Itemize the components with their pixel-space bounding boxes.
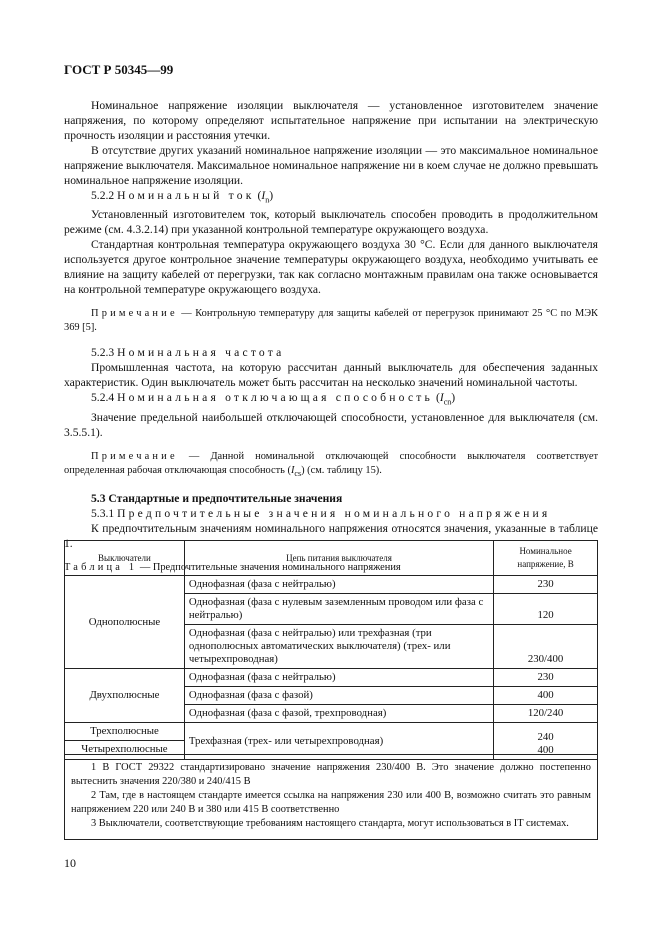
breaker-type-name: Трехполюсные [90, 725, 159, 737]
note-label: Примечание [91, 308, 178, 320]
section-title: Номинальный ток [117, 189, 255, 202]
voltage-cell: 120/240 [494, 705, 598, 723]
voltage-cell: 120 [494, 594, 598, 625]
paragraph: Значение предельной наибольшей отключающей способности, установленное для выключателя (см. 3.5.5.1). [64, 410, 598, 439]
circuit-cell: Однофазная (фаза с нейтралью) [184, 576, 493, 594]
note-text: ) (см. таблицу 15). [301, 464, 382, 476]
circuit-cell: Однофазная (фаза с нулевым заземленным проводом или фаза с нейтралью) [184, 594, 493, 625]
table-row [65, 576, 598, 594]
table-note: 1 В ГОСТ 29322 стандартизировано значение напряжения 230/400 В. Это значение должно постепенно вытеснить значения 220/380 и 240/415 В [71, 762, 591, 787]
table-label: Таблица 1 [64, 561, 138, 573]
symbol-subscript: cs [294, 468, 302, 478]
circuit-cell: Однофазная (фаза с фазой) [184, 687, 493, 705]
paren-open: ( [254, 189, 262, 202]
section-heading-5-2-3 [64, 345, 598, 360]
circuit-cell: Трехфазная (трех- или четырехпроводная) [184, 723, 493, 760]
paragraph: Стандартная контрольная температура окружающего воздуха 30 °С. Если для данного выключателя используется другое контрольное значение температуры окружающего воздуха, необходимо учитывать ее влияние на защиту кабелей от перегрузки, так как согласно монтажным правилам она также основывается на контрольной температуре окружающего воздуха. [64, 238, 598, 297]
section-number: 5.3.1 [91, 506, 115, 520]
paren-close: ) [451, 391, 456, 405]
section-title: Номинальная отключающая способность [117, 391, 434, 405]
voltage-cell: 230 [494, 669, 598, 687]
body-text [64, 98, 598, 575]
table-note: 2 Там, где в настоящем стандарте имеется ссылка на напряжения 230 или 400 В, возможно считать это равным напряжением 220 или 240 В и 380 или 415 В соответственно [71, 790, 591, 815]
note-text: — Контрольную температуру для защиты кабелей от перегрузок принимают 25 °С по МЭК 369 [5]. [64, 308, 598, 334]
paragraph: К предпочтительным значениям номинального напряжения относятся значения, указанные в таблице 1. [64, 521, 598, 550]
paragraph: Промышленная частота, на которую рассчитан данный выключатель для обеспечения заданных характеристик. Один выключатель может быть рассчитан на несколько значений номинальной частоты. [64, 361, 598, 390]
note [64, 450, 598, 481]
column-header: Цепь питания выключателя [184, 541, 493, 576]
section-title: Предпочтительные значения номинального напряжения [117, 506, 551, 520]
circuit-cell: Однофазная (фаза с нейтралью) [184, 669, 493, 687]
column-header: Номинальное напряжение, В [494, 541, 598, 576]
document-header: ГОСТ Р 50345—99 [64, 62, 174, 77]
voltage-cell: 230 [494, 576, 598, 594]
breaker-type-cell: Двухполюсные [65, 669, 185, 723]
paren-open: ( [433, 391, 440, 405]
column-header: Выключатели [65, 541, 185, 576]
section-title: Номинальная частота [117, 346, 285, 360]
section-number: 5.2.4 [91, 391, 115, 405]
section-heading-5-3: 5.3 Стандартные и предпочтительные значения [91, 491, 343, 505]
voltage-value: 240 [537, 731, 554, 743]
symbol: I [290, 464, 295, 476]
voltage-value: 400 [537, 744, 554, 756]
section-number: 5.2.3 [91, 346, 115, 360]
circuit-cell: Однофазная (фаза с нейтралью) или трехфазная (три однополюсных автоматических выключателя) (трех- или четырехпроводная) [184, 625, 493, 669]
paragraph: Установленный изготовителем ток, который выключатель способен проводить в продолжительном режиме (см. 4.3.2.14) при указанной контрольной температуре окружающего воздуха. [64, 208, 598, 237]
table-title: — Предпочтительные значения номинального напряжения [137, 561, 401, 573]
voltage-cell: 230/400 [494, 625, 598, 669]
table-header-row [65, 541, 598, 576]
symbol: I [261, 189, 266, 202]
note-label: Примечание [91, 450, 178, 462]
paragraph: Номинальное напряжение изоляции выключателя — установленное изготовителем значение напряжения, по которому определяют испытательное напряжение при испытании на электрическую прочность изоляции и расстояния утечки. [64, 99, 598, 142]
voltage-cell: 400 [494, 687, 598, 705]
breaker-type-name: Четырехполюсные [65, 740, 184, 756]
section-heading-5-2-4 [64, 390, 598, 409]
paragraph: В отсутствие других указаний номинальное напряжение изоляции — это максимальное номинальное напряжение выключателя. Максимальное номинальное напряжение ни в коем случае не должно превышать номинальное напряжение изоляции. [64, 144, 598, 187]
table-notes [64, 754, 598, 840]
paren-close: ) [269, 189, 274, 202]
breaker-type-cell: Однополюсные [65, 576, 185, 669]
symbol-subscript: cn [443, 397, 452, 407]
section-heading-5-3-1 [64, 506, 598, 521]
section-heading-5-2-2 [64, 188, 598, 207]
table-row [65, 669, 598, 687]
voltage-table [64, 540, 598, 760]
circuit-cell: Однофазная (фаза с фазой, трехпроводная) [184, 705, 493, 723]
section-number: 5.2.2 [91, 189, 115, 202]
symbol-subscript: n [265, 195, 270, 205]
symbol: I [439, 391, 444, 405]
table-note: 3 Выключатели, соответствующие требованиям настоящего стандарта, могут использоваться в IT системах. [91, 818, 569, 829]
note-text: — Данной номинальной отключающей способности выключателя соответствует определенная рабочая отключающая способность ( [64, 450, 598, 476]
note [64, 307, 598, 335]
page-number: 10 [64, 856, 76, 870]
